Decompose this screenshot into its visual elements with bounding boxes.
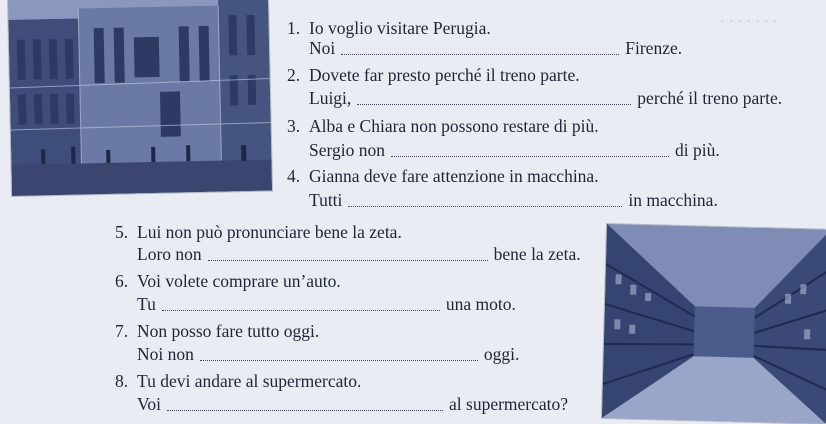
exercise-3-prompt xyxy=(287,118,599,136)
answer-ending: in macchina. xyxy=(628,190,718,210)
answer-subject: Voi xyxy=(137,394,161,414)
answer-blank[interactable] xyxy=(348,206,622,207)
exercise-1-prompt xyxy=(287,20,491,38)
answer-blank[interactable] xyxy=(162,310,440,311)
answer-blank[interactable] xyxy=(357,104,631,105)
exercise-number: 6. xyxy=(115,271,129,291)
answer-ending: una moto. xyxy=(445,294,516,314)
answer-ending: perché il treno parte. xyxy=(637,88,783,108)
answer-ending: bene la zeta. xyxy=(493,244,581,264)
prompt-text: Lui non può pronunciare bene la zeta. xyxy=(137,222,402,242)
exercise-number: 5. xyxy=(115,222,129,242)
answer-subject: Noi non xyxy=(137,344,194,364)
answer-subject: Noi xyxy=(309,38,336,58)
exercise-number: 3. xyxy=(287,116,301,136)
exercise-4-answer xyxy=(309,192,718,210)
answer-subject: Sergio non xyxy=(309,140,385,160)
prompt-text: Voi volete comprare un’auto. xyxy=(137,271,341,291)
answer-blank[interactable] xyxy=(167,410,443,411)
exercise-3-answer xyxy=(309,142,720,160)
exercise-5-answer xyxy=(137,246,581,264)
answer-blank[interactable] xyxy=(200,360,478,361)
answer-blank[interactable] xyxy=(208,260,488,261)
prompt-text: Dovete far presto perché il treno parte. xyxy=(309,65,580,85)
exercise-number: 2. xyxy=(287,65,301,85)
answer-subject: Loro non xyxy=(137,244,202,264)
exercise-number: 1. xyxy=(287,18,301,38)
answer-ending: Firenze. xyxy=(625,38,683,58)
exercise-6-answer xyxy=(137,296,516,314)
prompt-text: Alba e Chiara non possono restare di più. xyxy=(309,116,599,136)
supermarket-photo xyxy=(602,224,826,424)
answer-ending: al supermercato? xyxy=(449,394,569,414)
exercise-7-prompt xyxy=(115,323,319,341)
exercise-8-prompt xyxy=(115,373,361,391)
answer-blank[interactable] xyxy=(341,54,619,55)
exercise-number: 4. xyxy=(287,166,301,186)
exercise-6-prompt xyxy=(115,273,341,291)
exercise-4-prompt xyxy=(287,168,599,186)
exercise-1-answer xyxy=(309,40,682,58)
exercise-2-answer xyxy=(309,90,782,108)
prompt-text: Gianna deve fare attenzione in macchina. xyxy=(309,166,599,186)
answer-blank[interactable] xyxy=(391,156,669,157)
prompt-text: Tu devi andare al supermercato. xyxy=(137,371,362,391)
cathedral-photo xyxy=(8,0,272,196)
answer-subject: Tutti xyxy=(309,190,343,210)
exercise-7-answer xyxy=(137,346,519,364)
exercise-number: 8. xyxy=(115,371,129,391)
answer-ending: oggi. xyxy=(483,344,520,364)
bleed-through-text: · · · · · · · xyxy=(720,14,778,30)
answer-subject: Luigi, xyxy=(309,88,352,108)
exercise-number: 7. xyxy=(115,321,129,341)
exercise-2-prompt xyxy=(287,67,580,85)
answer-ending: di più. xyxy=(675,140,720,160)
prompt-text: Non posso fare tutto oggi. xyxy=(137,321,320,341)
exercise-8-answer xyxy=(137,396,568,414)
exercise-5-prompt xyxy=(115,224,402,242)
answer-subject: Tu xyxy=(137,294,156,314)
prompt-text: Io voglio visitare Perugia. xyxy=(309,18,491,38)
